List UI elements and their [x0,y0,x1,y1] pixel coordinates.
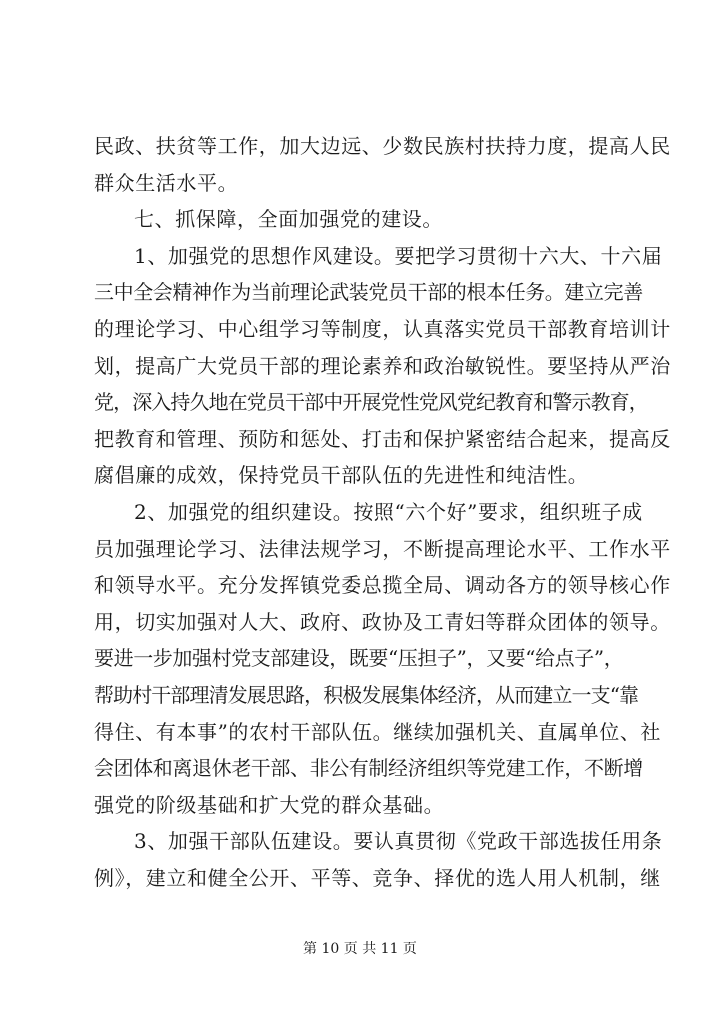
page-number-footer: 第 10 页 共 11 页 [303,941,417,957]
text-line: 用，切实加强对人大、政府、政协及工青妇等群众团体的领导。 [94,609,671,634]
text-line: 例》，建立和健全公开、平等、竞争、择优的选人用人机制，继 [94,865,661,890]
paragraph-start: 2、加强党的组织建设。按照“六个好”要求，组织班子成 [134,499,643,524]
text-line: 员加强理论学习、法律法规学习，不断提高理论水平、工作水平 [94,536,671,561]
text-line: 把教育和管理、预防和惩处、打击和保护紧密结合起来，提高反 [94,426,671,451]
text-line: 帮助村干部理清发展思路，积极发展集体经济，从而建立一支“靠 [94,682,639,707]
text-line: 要进一步加强村党支部建设，既要“压担子”，又要“给点子”， [94,646,624,671]
text-line: 划，提高广大党员干部的理论素养和政治敏锐性。要坚持从严治 [94,353,671,378]
text-line: 腐倡廉的成效，保持党员干部队伍的先进性和纯洁性。 [94,463,589,488]
text-line: 党，深入持久地在党员干部中开展党性党风党纪教育和警示教育， [94,390,648,415]
text-line: 民政、扶贫等工作，加大边远、少数民族村扶持力度，提高人民 [94,134,671,158]
paragraph-start: 3、加强干部队伍建设。要认真贯彻《党政干部选拔任用条 [134,829,663,854]
text-line: 和领导水平。充分发挥镇党委总揽全局、调动各方的领导核心作 [94,573,671,598]
paragraph-start: 1、加强党的思想作风建设。要把学习贯彻十六大、十六届 [134,243,663,268]
text-line: 三中全会精神作为当前理论武装党员干部的根本任务。建立完善 [94,280,643,305]
text-line: 强党的阶级基础和扩大党的群众基础。 [94,792,445,817]
text-line: 的理论学习、中心组学习等制度，认真落实党员干部教育培训计 [94,316,671,341]
text-line: 得住、有本事”的农村干部队伍。继续加强机关、直属单位、社 [94,719,662,744]
section-heading: 七、抓保障，全面加强党的建设。 [134,207,443,232]
text-line: 群众生活水平。 [94,170,239,195]
document-body [94,128,671,896]
text-line: 会团体和离退休老干部、非公有制经济组织等党建工作，不断增 [94,756,643,781]
